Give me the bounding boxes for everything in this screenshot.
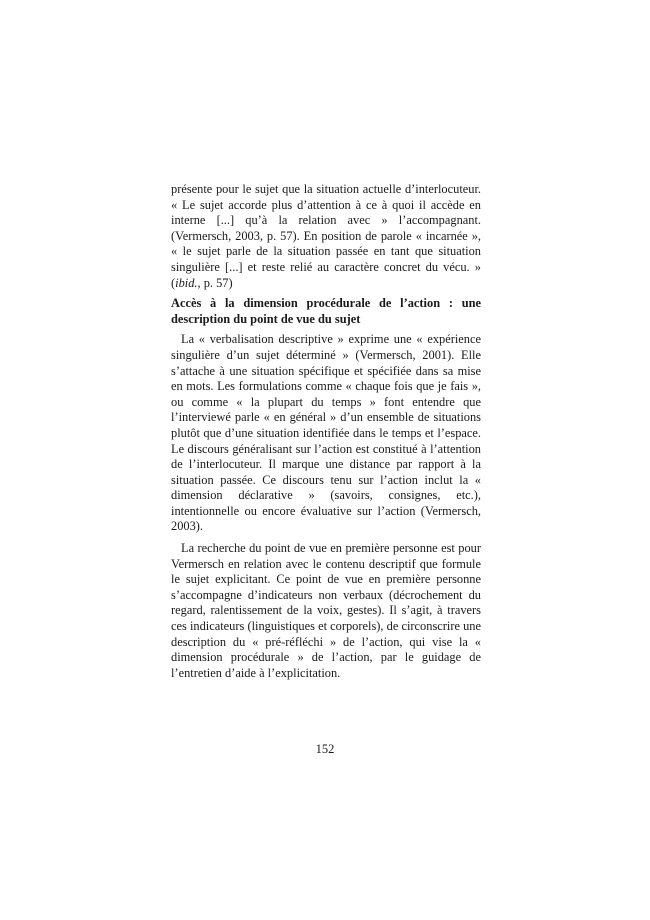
- paragraph-first-person: La recherche du point de vue en première personne est pour Vermersch en relation avec le contenu descriptif que formule le sujet explicitant. Ce point de vue en première personne s’accompagne d’indicateurs non verbaux (décrochement du regard, ralentissement de la voix, gestes). Il s’agit, à travers ces indicateurs (linguistiques et corporels), de circonscrire une description du « pré-réfléchi » de l’action, qui vise la « dimension procédurale » de l’action, par le guidage de l’entretien d’aide à l’explicitation.: [171, 541, 481, 680]
- body-text: [171, 182, 481, 681]
- intro-paragraph: [171, 182, 481, 291]
- page-number: 152: [315, 742, 335, 756]
- paragraph-verbalisation: La « verbalisation descriptive » exprime une « expérience singulière d’un sujet déterminé » (Vermersch, 2001). Elle s’attache à une situation spécifique et spécifiée dans sa mise en mots. Les formulations comme « chaque fois que je fais », ou comme « la plupart du temps » font entendre que l’interviewé parle « en général » d’un ensemble de situations plutôt que d’une situation identifiée dans le temps et l’espace. Le discours généralisant sur l’action est constitué à l’attention de l’interlocuteur. Il marque une distance par rapport à la situation passée. Ce discours tenu sur l’action inclut la « dimension déclarative » (savoirs, consignes, etc.), intentionnelle ou encore évaluative sur l’action (Vermersch, 2003).: [171, 332, 481, 534]
- intro-citation-end: , p. 57): [197, 275, 233, 290]
- intro-text: présente pour le sujet que la situation actuelle d’interlocuteur. « Le sujet accorde plus d’attention à ce à quoi il accède en interne [...] qu’à la relation avec » l’accompagnant. (Vermersch, 2003, p. 57). En position de parole « incarnée », « le sujet parle de la situation passée en tant que situation singulière [...] et reste relié au caractère concret du vécu. » (: [171, 182, 481, 290]
- ibid-citation: ibid.: [175, 275, 198, 290]
- section-heading: Accès à la dimension procédurale de l’action : une description du point de vue du sujet: [171, 296, 481, 326]
